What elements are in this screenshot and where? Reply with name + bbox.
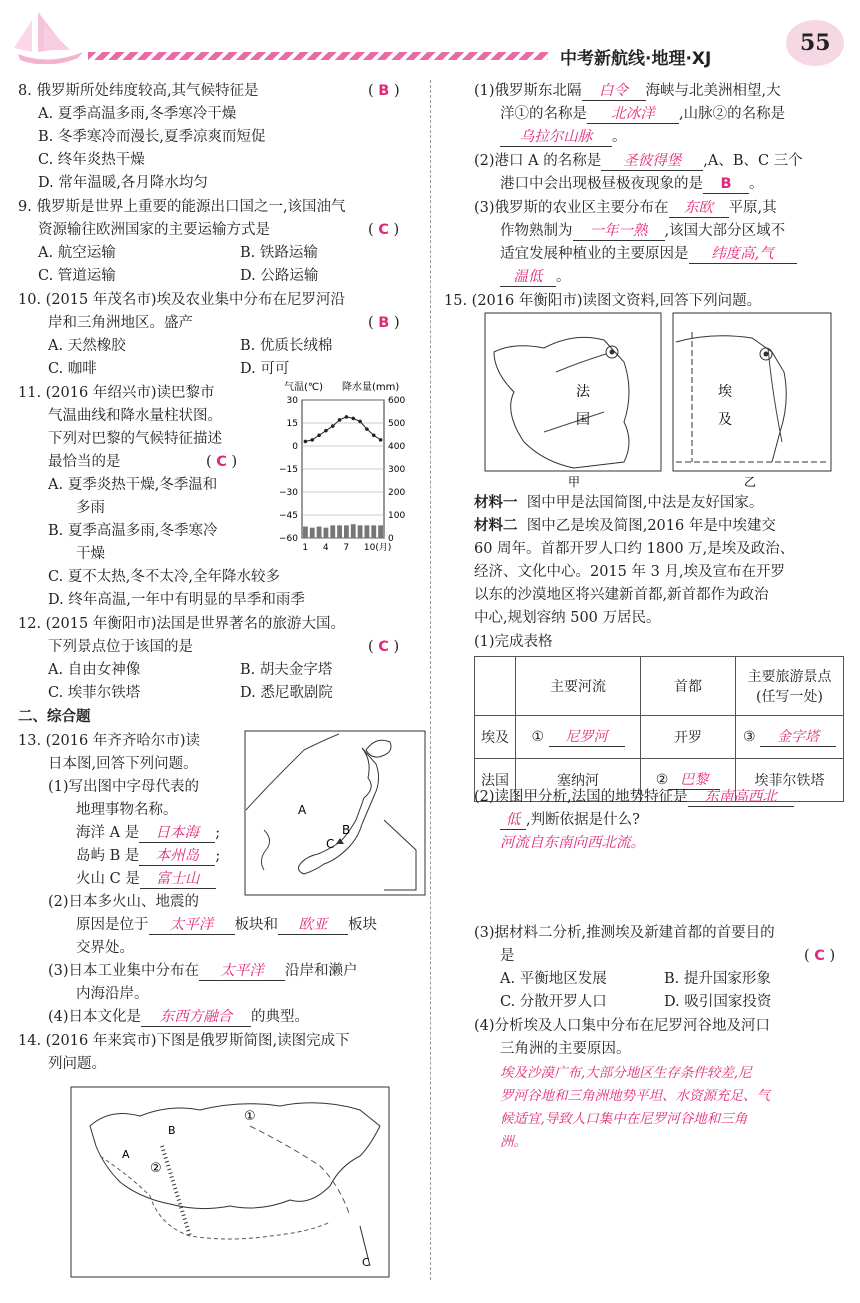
q9-stem-2: 资源输往欧洲国家的主要运输方式是 xyxy=(38,222,270,238)
france-capital-cell: ② 巴黎 xyxy=(641,759,736,802)
q11-option-d: D. 终年高温,一年中有明显的旱季和雨季 xyxy=(48,592,305,608)
q10-option-c: C. 咖啡 xyxy=(48,361,97,377)
q13-p3c: 内海沿岸。 xyxy=(76,986,149,1002)
q13-culture-answer[interactable]: 东西方融合 xyxy=(141,1008,251,1027)
q11-line-1: 11. (2016 年绍兴市)读巴黎市 xyxy=(18,385,215,401)
russia-label-two: ② xyxy=(150,1161,162,1176)
q14-p2-row2: 港口中会出现极昼极夜现象的是 B 。 xyxy=(500,176,764,192)
japan-label-b: B xyxy=(342,823,351,837)
chart-temp-point xyxy=(304,440,308,444)
france-map xyxy=(484,312,662,488)
q11-option-a-cont: 多雨 xyxy=(76,500,105,516)
q13-coast-answer[interactable]: 太平洋 xyxy=(199,962,285,981)
egypt-label-2: 及 xyxy=(718,412,732,428)
japan-map xyxy=(244,730,426,896)
q13-line-4: 地理事物名称。 xyxy=(76,802,178,818)
q10-option-d: D. 可可 xyxy=(240,361,290,377)
q14-p1-row1: (1)俄罗斯东北隔 白令 海峡与北美洲相望,大 xyxy=(474,83,781,99)
q15-p3-answer-letter: C xyxy=(814,948,825,964)
chart-precip-bar xyxy=(324,528,329,538)
map-b-caption: 乙 xyxy=(744,475,757,488)
q15-terrain-answer-2[interactable]: 低 xyxy=(500,811,526,830)
row-france-name: 法国 xyxy=(475,759,516,802)
egypt-river-answer[interactable]: 尼罗河 xyxy=(549,728,625,747)
chart-temp-point xyxy=(351,417,355,421)
q13-volcano-row: 火山 C 是 富士山 xyxy=(76,868,216,890)
chart-right-tick: 600 xyxy=(388,396,406,406)
chart-left-tick: 30 xyxy=(286,396,298,406)
q11-answer: ( C ) xyxy=(206,454,238,470)
material-2: 材料二 图中乙是埃及简图,2016 年是中埃建交 xyxy=(474,518,776,534)
q15-p4-answer-4: 洲。 xyxy=(500,1134,527,1150)
chart-right-tick: 500 xyxy=(388,419,406,429)
row-egypt-name: 埃及 xyxy=(475,716,516,759)
th-capital: 首都 xyxy=(641,657,736,716)
chart-temp-point xyxy=(379,438,383,442)
chart-temp-point xyxy=(358,420,362,424)
egypt-label-1: 埃 xyxy=(718,384,732,400)
map-a-caption: 甲 xyxy=(568,475,581,488)
section-heading: 二、综合题 xyxy=(18,709,91,725)
q13-ocean-answer[interactable]: 日本海 xyxy=(139,824,215,843)
q13-culture-row: (4)日本文化是 东西方融合 的典型。 xyxy=(48,1009,310,1025)
chart-right-tick: 300 xyxy=(388,465,406,475)
q15-p4-answer-1: 埃及沙漠广布,大部分地区生存条件较差,尼 xyxy=(500,1065,752,1081)
q13-island-row: 岛屿 B 是 本州岛 ; xyxy=(76,848,221,864)
q12-answer-letter: C xyxy=(378,639,389,655)
q13-plate-row: 原因是位于 太平洋 板块和 欧亚 板块 xyxy=(76,917,377,933)
q13-industry-row: (3)日本工业集中分布在 太平洋 沿岸和濑户 xyxy=(48,963,358,979)
q15-p1: (1)完成表格 xyxy=(474,634,553,650)
q14-ocean-answer[interactable]: 北冰洋 xyxy=(587,105,679,124)
q13-island-answer[interactable]: 本州岛 xyxy=(139,847,215,866)
q14-mountain-answer[interactable]: 乌拉尔山脉 xyxy=(500,128,612,147)
q12-option-d: D. 悉尼歌剧院 xyxy=(240,685,333,701)
q12-option-c: C. 埃菲尔铁塔 xyxy=(48,685,141,701)
page-number: 55 xyxy=(800,30,831,56)
q8-option-b: B. 冬季寒冷而漫长,夏季凉爽而短促 xyxy=(38,129,266,145)
q15-p3-option-a: A. 平衡地区发展 xyxy=(500,971,607,987)
q14-crop-answer[interactable]: 一年一熟 xyxy=(573,222,665,241)
q9-option-a: A. 航空运输 xyxy=(38,245,116,261)
q15-p3a: (3)据材料二分析,推测埃及新建首都的首要目的 xyxy=(474,925,775,941)
q13-line-2: 日本图,回答下列问题。 xyxy=(48,756,198,772)
chart-ticks xyxy=(279,396,405,553)
th-tour: 主要旅游景点 (任写一处) xyxy=(736,657,844,716)
japan-label-a: A xyxy=(298,803,307,817)
q11-answer-letter: C xyxy=(216,454,227,470)
q9-answer: ( C ) xyxy=(368,222,400,238)
chart-precip-bar xyxy=(365,525,370,538)
q12-option-b: B. 胡夫金字塔 xyxy=(240,662,333,678)
france-label-1: 法 xyxy=(576,384,590,400)
chart-temp-polyline xyxy=(305,417,380,442)
chart-x-tick: 4 xyxy=(322,543,329,553)
russia-label-b: B xyxy=(168,1124,176,1137)
header-stripe xyxy=(88,52,548,60)
material-2-line-2: 60 周年。首都开罗人口约 1800 万,是埃及政治、 xyxy=(474,541,795,557)
chart-grid xyxy=(302,400,384,538)
q11-line-2: 气温曲线和降水量柱状图。 xyxy=(48,408,222,424)
chart-temp-point xyxy=(331,424,335,428)
q14-p3-row2: 作物熟制为 一年一熟 ,该国大部分区域不 xyxy=(500,223,786,239)
q15-p3-option-d: D. 吸引国家投资 xyxy=(664,994,772,1010)
q13-p2a: (2)日本多火山、地震的 xyxy=(48,894,200,910)
chart-x-tick: 10(月) xyxy=(363,543,392,553)
q15-terrain-answer-1[interactable]: 东南高西北 xyxy=(688,788,794,807)
chart-right-tick: 400 xyxy=(388,442,406,452)
q15-p2-row2: 低 ,判断依据是什么? xyxy=(500,809,640,831)
q14-region-answer[interactable]: 东欧 xyxy=(669,199,729,218)
paris-climate-chart xyxy=(268,378,426,558)
q15-p3-option-c: C. 分散开罗人口 xyxy=(500,994,607,1010)
q8-option-a: A. 夏季高温多雨,冬季寒冷干燥 xyxy=(38,106,237,122)
q12-stem-2: 下列景点位于该国的是 xyxy=(48,639,193,655)
q14-p1-row3: 乌拉尔山脉 。 xyxy=(500,126,627,148)
q14-p3-row1: (3)俄罗斯的农业区主要分布在 东欧 平原,其 xyxy=(474,200,777,216)
column-divider xyxy=(430,80,431,1280)
q12-answer: ( C ) xyxy=(368,639,400,655)
q12-stem-1: 12. (2015 年衡阳市)法国是世界著名的旅游大国。 xyxy=(18,616,345,632)
q14-p2-row1: (2)港口 A 的名称是 圣彼得堡 ,A、B、C 三个 xyxy=(474,153,803,169)
header-series: 中考新航线·地理·XJ xyxy=(560,49,712,69)
chart-left-tick: −60 xyxy=(279,534,298,544)
q14-reason-answer-1[interactable]: 纬度高,气 xyxy=(689,245,797,264)
chart-precip-bar xyxy=(358,525,363,538)
th-river: 主要河流 xyxy=(516,657,641,716)
q14-port-answer[interactable]: 圣彼得堡 xyxy=(601,152,703,171)
q10-answer-letter: B xyxy=(378,315,390,331)
q15-p4b: 三角洲的主要原因。 xyxy=(500,1041,631,1057)
chart-precip-bar xyxy=(378,525,383,538)
q10-stem-2: 岸和三角洲地区。盛产 xyxy=(48,315,193,331)
q10-option-b: B. 优质长绒棉 xyxy=(240,338,333,354)
chart-right-tick: 0 xyxy=(388,534,394,544)
q15-p3b: 是 xyxy=(500,948,515,964)
russia-label-one: ① xyxy=(244,1109,256,1124)
chart-x-tick: 7 xyxy=(343,543,350,553)
q13-line-1: 13. (2016 年齐齐哈尔市)读 xyxy=(18,733,200,749)
chart-left-tick: −15 xyxy=(279,465,298,475)
france-label-2: 国 xyxy=(576,412,590,428)
q13-line-3: (1)写出图中字母代表的 xyxy=(48,779,200,795)
chart-temp-point xyxy=(324,429,328,433)
q12-option-a: A. 自由女神像 xyxy=(48,662,141,678)
q14-polar-port-answer[interactable]: B xyxy=(703,175,749,194)
q14-stem-2: 列问题。 xyxy=(48,1056,106,1072)
q13-volcano-answer[interactable]: 富士山 xyxy=(140,870,216,889)
chart-right-axis-label: 降水量(mm) xyxy=(342,382,400,393)
q15-p4-answer-2: 罗河谷地和三角洲地势平坦、水资源充足、气 xyxy=(500,1088,770,1104)
q14-p1-row2: 洋①的名称是 北冰洋 ,山脉②的名称是 xyxy=(500,106,786,122)
chart-precip-bars xyxy=(303,524,383,538)
chart-left-axis-label: 气温(℃) xyxy=(284,382,324,393)
q14-p3-row4: 温低 。 xyxy=(500,266,571,288)
q11-option-c: C. 夏不太热,冬不太冷,全年降水较多 xyxy=(48,569,281,585)
q14-p3-row3: 适宜发展种植业的主要原因是 纬度高,气 xyxy=(500,243,797,265)
chart-temp-line xyxy=(304,415,383,443)
q8-stem: 8. 俄罗斯所处纬度较高,其气候特征是 xyxy=(18,83,259,99)
chart-precip-bar xyxy=(337,525,342,538)
chart-temp-point xyxy=(372,433,376,437)
q10-option-a: A. 天然橡胶 xyxy=(48,338,126,354)
chart-precip-bar xyxy=(317,527,322,539)
q15-p4-answer-3: 候适宜,导致人口集中在尼罗河谷地和三角 xyxy=(500,1111,748,1127)
egypt-river-cell: ① 尼罗河 xyxy=(516,716,641,759)
q9-option-d: D. 公路运输 xyxy=(240,268,319,284)
q8-answer-letter: B xyxy=(378,83,390,99)
chart-precip-bar xyxy=(310,528,315,538)
france-capital-answer[interactable]: 巴黎 xyxy=(668,771,720,790)
q15-table xyxy=(474,656,844,802)
chart-left-tick: −45 xyxy=(279,511,298,521)
material-2-line-4: 以东的沙漠地区将兴建新首都,新首都作为政治 xyxy=(474,587,769,603)
chart-left-tick: 0 xyxy=(292,442,298,452)
q11-option-a: A. 夏季炎热干燥,冬季温和 xyxy=(48,477,218,493)
q15-p4a: (4)分析埃及人口集中分布在尼罗河谷地及河口 xyxy=(474,1018,771,1034)
q9-option-c: C. 管道运输 xyxy=(38,268,116,284)
chart-temp-point xyxy=(317,433,321,437)
q15-evidence-answer: 河流自东南向西北流。 xyxy=(500,835,645,851)
q11-option-b-cont: 干燥 xyxy=(76,546,105,562)
q11-line-3: 下列对巴黎的气候特征描述 xyxy=(48,431,222,447)
material-2-line-3: 经济、文化中心。2015 年 3 月,埃及宣布在开罗 xyxy=(474,564,786,580)
q8-answer: ( B ) xyxy=(368,83,400,99)
q8-option-c: C. 终年炎热干燥 xyxy=(38,152,145,168)
chart-right-tick: 100 xyxy=(388,511,406,521)
q13-p2e: 交界处。 xyxy=(76,940,134,956)
egypt-capital: 开罗 xyxy=(641,716,736,759)
france-river: 塞纳河 xyxy=(516,759,641,802)
chart-temp-point xyxy=(310,438,314,442)
q9-option-b: B. 铁路运输 xyxy=(240,245,318,261)
russia-map xyxy=(70,1086,390,1278)
chart-temp-point xyxy=(345,415,349,419)
russia-label-a: A xyxy=(122,1148,130,1161)
sailboat-icon xyxy=(8,4,88,64)
chart-precip-bar xyxy=(330,525,335,538)
q13-plate1-answer[interactable]: 太平洋 xyxy=(149,916,235,935)
chart-temp-point xyxy=(365,427,369,431)
q9-stem-1: 9. 俄罗斯是世界上重要的能源出口国之一,该国油气 xyxy=(18,199,346,215)
egypt-tour-answer[interactable]: 金字塔 xyxy=(760,728,836,747)
q8-option-d: D. 常年温暖,各月降水均匀 xyxy=(38,175,208,191)
q11-option-b: B. 夏季高温多雨,冬季寒冷 xyxy=(48,523,218,539)
egypt-map xyxy=(672,312,832,488)
material-1: 材料一 图中甲是法国简图,中法是友好国家。 xyxy=(474,495,764,511)
q15-p2-row1: (2)读图甲分析,法国的地势特征是 东南高西北 xyxy=(474,786,794,808)
q13-ocean-row: 海洋 A 是 日本海 ; xyxy=(76,825,221,841)
material-2-line-5: 中心,规划容纳 500 万居民。 xyxy=(474,610,661,626)
header-logo xyxy=(8,4,88,64)
chart-left-tick: 15 xyxy=(286,419,298,429)
japan-label-c: C xyxy=(326,837,335,851)
q10-stem-1: 10. (2015 年茂名市)埃及农业集中分布在尼罗河沿 xyxy=(18,292,345,308)
chart-right-tick: 200 xyxy=(388,488,406,498)
q11-line-4: 最恰当的是 xyxy=(48,454,121,470)
france-tour: 埃菲尔铁塔 xyxy=(736,759,844,802)
chart-left-tick: −30 xyxy=(279,488,298,498)
chart-temp-point xyxy=(338,418,342,422)
q10-answer: ( B ) xyxy=(368,315,400,331)
chart-precip-bar xyxy=(371,525,376,538)
chart-precip-bar xyxy=(303,527,308,539)
q15-stem: 15. (2016 年衡阳市)读图文资料,回答下列问题。 xyxy=(444,293,762,309)
chart-x-tick: 1 xyxy=(302,543,309,553)
chart-precip-bar xyxy=(344,525,349,538)
q14-strait-answer[interactable]: 白令 xyxy=(582,82,646,101)
q14-reason-answer-2[interactable]: 温低 xyxy=(500,268,556,287)
chart-precip-bar xyxy=(351,524,356,538)
q9-answer-letter: C xyxy=(378,222,389,238)
q14-stem-1: 14. (2016 年来宾市)下图是俄罗斯简图,读图完成下 xyxy=(18,1033,350,1049)
q13-plate2-answer[interactable]: 欧亚 xyxy=(278,916,348,935)
q15-p3-answer: ( C ) xyxy=(804,948,836,964)
q15-p3-option-b: B. 提升国家形象 xyxy=(664,971,771,987)
russia-label-c: C xyxy=(362,1256,370,1269)
egypt-tour-cell: ③ 金字塔 xyxy=(736,716,844,759)
